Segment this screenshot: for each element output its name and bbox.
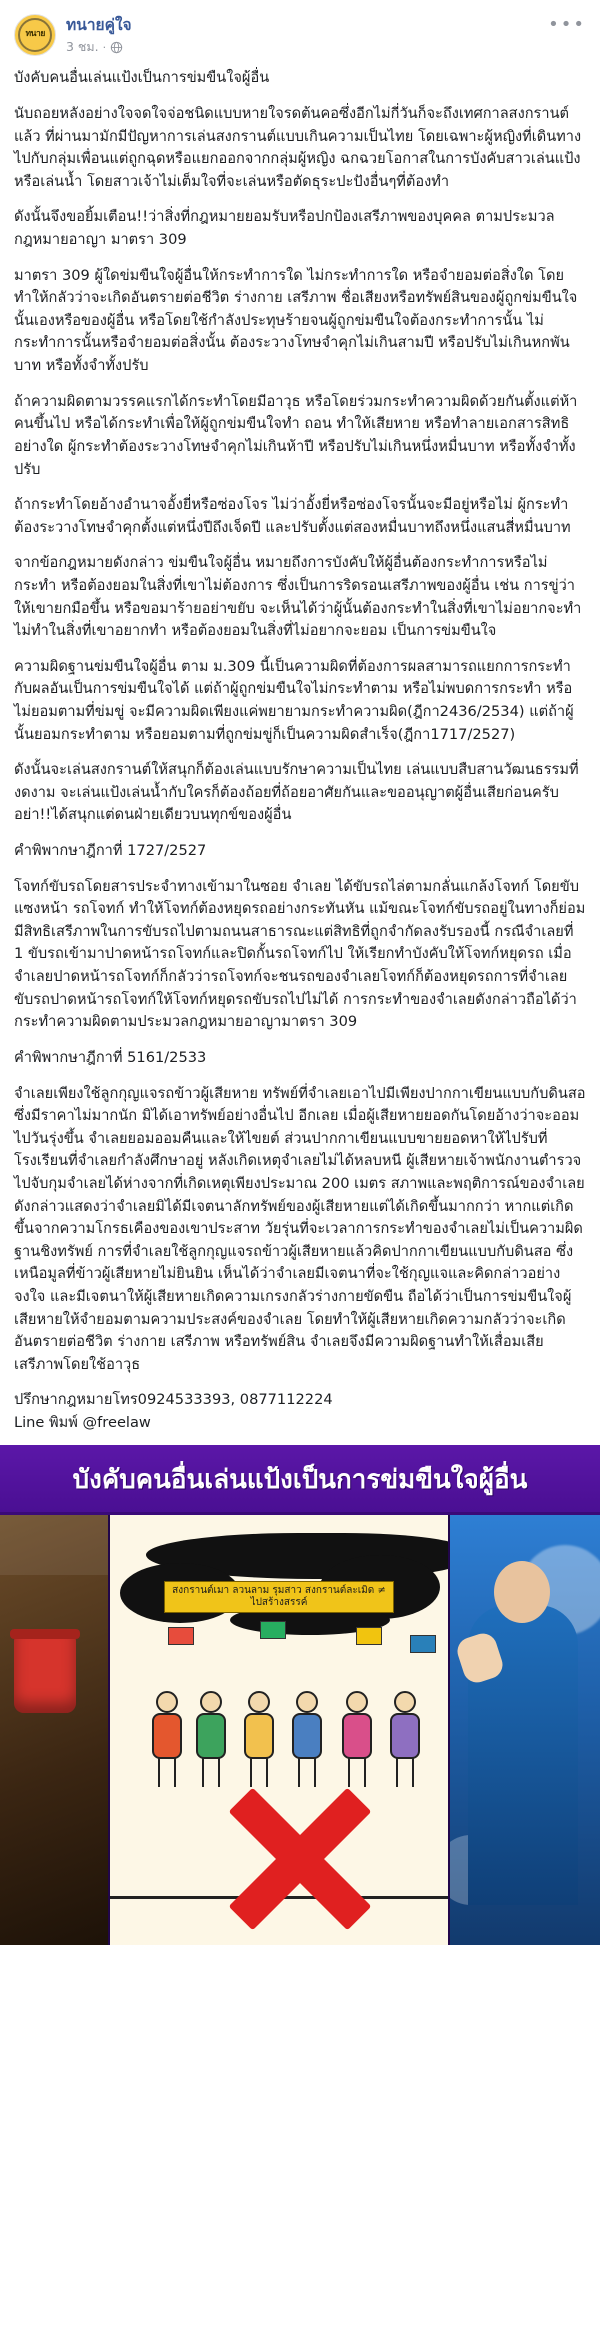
post-timestamp[interactable]: 3 ชม. (66, 39, 99, 55)
avatar-label: ทนาย (25, 29, 45, 40)
post-paragraph: มาตรา 309 ผู้ใดข่มขืนใจผู้อื่นให้กระทำการใด ไม่กระทำการใด หรือจำยอมต่อสิ่งใด โดยทำให้กลัวว่าจะเกิดอันตรายต่อชีวิต ร่างกาย เสรีภาพ ชื่อเสียงหรือทรัพย์สินของผู้ถูกข่มขืนใจนั้นเองหรือของผู้อื่น หรือโดยใช้กำลังประทุษร้ายจนผู้ถูกข่มขืนใจต้องกระทำการนั้น ไม่กระทำการนั้นหรือจำยอมต่อสิ่งนั้น ต้องระวางโทษจำคุกไม่เกินสามปี หรือปรับไม่เกินหกพันบาท หรือทั้งจำทั้งปรับ (14, 266, 578, 375)
globe-icon (110, 41, 123, 54)
page-name[interactable]: ทนายคู่ใจ (66, 16, 132, 34)
post-paragraph: บังคับคนอื่นเล่นแป้งเป็นการข่มขืนใจผู้อื่น (14, 69, 270, 87)
case-title: คำพิพากษาฎีกาที่ 1727/2527 (14, 842, 207, 860)
post-paragraph: ถ้ากระทำโดยอ้างอำนาจอั้งยี่หรือซ่องโจร ไม่ว่าอั้งยี่หรือซ่องโจรนั้นจะมีอยู่หรือไม่ ผู้กระทำต้องระวางโทษจำคุกตั้งแต่หนึ่งปีถึงเจ็ดปี และปรับตั้งแต่สองหมื่นบาทถึงหนึ่งแสนสี่หมื่นบาท (14, 496, 571, 536)
case-text: โจทก์ขับรถโดยสารประจำทางเข้ามาในซอย จำเลย ได้ขับรถไล่ตามกลั่นแกล้งโจทก์ โดยขับแซงหน้า รถโจทก์ ทำให้โจทก์ต้องหยุดรถอย่างกระทันหัน แม้ขณะโจทก์ขับรถอยู่ในทางก็ย่อมมีสิทธิเสรีภาพในการขับรถไปตามถนนสาธารณะแต่สิทธิที่ถูกจำกัดลงรับรองนี้ กรณีจำเลยที่ 1 ขับรถเข้ามาปาดหน้ารถโจทก์และปิดกั้นรถโจทก์ไป ให้เรียกทำบังคับให้โจทก์หยุดรถ เมื่อจำเลยปาดหน้ารถโจทก์ก็กลัวว่ารถโจทก์จะชนรถของจำเลยโจทก์ก็ต้องหยุดรถการที่จำเลยขับรถปาดหน้ารถโจทก์ให้โจทก์หยุดรถขับรถไปไม่ได้ การกระทำของจำเลยดังกล่าวถือได้ว่ากระทำความผิดตามประมวลกฎหมายอาญามาตรา 309 (14, 877, 586, 1031)
media-collage (0, 1515, 600, 1945)
contact-line[interactable]: Line พิมพ์ @freelaw (14, 1414, 151, 1432)
person-head (494, 1561, 550, 1623)
red-x-icon (220, 1779, 380, 1939)
case-text: จำเลยเพียงใช้ลูกกุญแจรถข้าวผู้เสียหาย ทรัพย์ที่จำเลยเอาไปมีเพียงปากกาเขียนแบบกับดินสอ ซึ่งมีราคาไม่มากนัก มิได้เอาทรัพย์อย่างอื่นไป อีกเลย เมื่อผู้เสียหายยอดกันโดยอ้างว่าจะออมไปวันรุ่งขึ้น จำเลยยอมออมคืนและให้ไขยต์ ส่วนปากกาเขียนแบบขายยอดหาให้ไปรับที่โรงเรียนที่จำเลยกำลังศึกษาอยู่ หลังเกิดเหตุจำเลยไม่ได้หลบหนี ผู้เสียหายเจ้าพนักงานตำรวจไปจับกุมจำเลยได้ห่างจากที่เกิดเหตุเพียงประมาณ 200 เมตร สภาพและพฤติการณ์ของจำเลยดังกล่าวแสดงว่าจำเลยมิได้มีเจตนาลักทรัพย์ของผู้เสียหายแต่ได้เกิดขึ้นมากกว่า หากแต่เกิดขึ้นจากความโกรธเคืองของเขาประสาท วัยรุ่นที่จะเวลาการกระทำของจำเลยไม่เป็นความผิดฐานชิงทรัพย์ การที่จำเลยใช้ลูกกุญแจรถข้าวผู้เสียหายแล้วคิดปากกาเขียนแบบกับดินสอ ซึ่งเหนือมูลที่ข้าวผู้เสียหายไม่ยินยิน เห็นได้ว่าจำเลยมีเจตนาที่จะใช้กุญแจและคิดกล่าวอย่างจงใจ และมีเจตนาให้ผู้เสียหายเกิดความเกรงกลัวร่างกายขัดขืน ถือได้ว่าเป็นการข่มขืนใจผู้เสียหายให้จำยอมตามความประสงค์ของจำเลย โดยทำให้ผู้เสียหายเกิดความกลัวว่าจะเกิดอันตรายต่อชีวิต ร่างกาย เสรีภาพ หรือทรัพย์สิน จำเลยจึงมีความผิดฐานทำให้เสื่อมเสียเสรีภาพโดยใช้อาวุธ (14, 1084, 586, 1373)
post-body (0, 63, 600, 1444)
post-paragraph: ถ้าความผิดตามวรรคแรกได้กระทำโดยมีอาวุธ หรือโดยร่วมกระทำความผิดด้วยกันตั้งแต่ห้าคนขึ้นไป หรือได้กระทำเพื่อให้ผู้ถูกข่มขืนใจทำ ถอน ทำให้เสียหาย หรือทำลายเอกสารสิทธิอย่างใด ผู้กระทำต้องระวางโทษจำคุกไม่เกินห้าปี หรือปรับไม่เกินหนึ่งหมื่นบาท หรือทั้งจำทั้งปรับ (14, 392, 578, 478)
cartoon-figure (388, 1691, 422, 1787)
cartoon-caption: สงกรานต์เมา ลวนลาม รุมสาว สงกรานต์ละเมิด ≠ ไปสร้างสรรค์ (164, 1581, 394, 1613)
post-paragraph: ดังนั้นจะเล่นสงกรานต์ให้สนุกก็ต้องเล่นแบบรักษาความเป็นไทย เล่นแบบสืบสานวัฒนธรรมที่งดงาม จะเล่นแป้งเล่นน้ำกับใครก็ต้องถ้อยที่ถ้อยอาศัยกันและขออนุญาตผู้อื่นเสียก่อนครับ อย่า!!ได้สนุกแต่ดนฝ่ายเดียวบนทุกข์ของผู้อื่น (14, 761, 579, 824)
photo-right (450, 1515, 600, 1945)
cartoon-figure (340, 1691, 374, 1787)
cartoon-figures (150, 1637, 450, 1787)
post-header (0, 0, 600, 63)
photo-left (0, 1515, 108, 1945)
meta-separator: · (102, 40, 107, 54)
post-media[interactable] (0, 1445, 600, 1945)
post-header-text (66, 14, 132, 57)
cartoon-figure (194, 1691, 228, 1787)
case-title: คำพิพากษาฎีกาที่ 5161/2533 (14, 1048, 207, 1066)
contact-phone[interactable]: ปรึกษากฎหมายโทร0924533393, 0877112224 (14, 1391, 333, 1409)
post-paragraph: จากข้อกฎหมายดังกล่าว ข่มขืนใจผู้อื่น หมายถึงการบังคับให้ผู้อื่นต้องกระทำการหรือไม่กระทำ หรือต้องยอมในสิ่งที่เขาไม่ต้องการ ซึ่งเป็นการริดรอนเสรีภาพของผู้อื่น เช่น การขู่ว่าให้เขายกมือขึ้น หรือขอมาร้ายอย่าขยับ จะเห็นได้ว่าผู้นั้นต้องกระทำในสิ่งที่เขาไม่อยากจะทำ ไม่ทำในสิ่งที่เขาอยากทำ หรือต้องยอมในสิ่งที่ไม่อยากจะยอม เป็นการข่มขืนใจ (14, 554, 582, 640)
post-meta (66, 37, 132, 57)
media-banner-text: บังคับคนอื่นเล่นแป้งเป็นการข่มขืนใจผู้อื่น (0, 1445, 600, 1515)
post-paragraph: ความผิดฐานข่มขืนใจผู้อื่น ตาม ม.309 นี้เป็นความผิดที่ต้องการผลสามารถแยกการกระทำกับผลอันเป็นการข่มขืนใจได้ แต่ถ้าผู้ถูกข่มขืนใจไม่กระทำตาม หรือไม่พบดการกระทำ หรือไม่ยอมตามที่ข่มขู่ จะมีความผิดเพียงแค่พยายามกระทำความผิด(ฎีกา2436/2534) แต่ถ้าผู้นั้นยอมกระทำตาม หรือยอมตามที่ถูกข่มขู่ก็เป็นความผิดสำเร็จ(ฎีกา1717/2527) (14, 657, 574, 743)
post-paragraph: นับถอยหลังอย่างใจจดใจจ่อชนิดแบบหายใจรดต้นคอซึ่งอีกไม่กี่วันก็จะถึงเทศกาลสงกรานต์แล้ว ที่ผ่านมามักมีปัญหาการเล่นสงกรานต์แบบเกินความเป็นไทย โดยเฉพาะผู้หญิงที่เดินทางไปกับกลุ่มเพื่อนแต่ถูกฉุดหรือแยกออกจากกลุ่มผู้หญิง ฉกฉวยโอกาสในการบังคับสาวเล่นแป้งหรือเล่นน้ำ โดยสาวเจ้าไม่เต็มใจที่จะเล่นหรือตัดธุระปะปังอื่นๆที่ต้องทำ (14, 104, 582, 190)
ellipsis-icon[interactable]: ••• (548, 14, 586, 35)
cartoon-figure (242, 1691, 276, 1787)
photo-left-highlight (0, 1515, 108, 1575)
cartoon-figure (150, 1691, 184, 1787)
water-bucket (14, 1635, 76, 1713)
post-paragraph: ดังนั้นจึงขอยิ้มเตือน!!ว่าสิ่งที่กฎหมายยอมรับหรือปกป้องเสรีภาพของบุคคล ตามประมวลกฎหมายอาญา มาตรา 309 (14, 208, 555, 249)
cartoon-figure (290, 1691, 324, 1787)
avatar[interactable] (14, 14, 56, 56)
